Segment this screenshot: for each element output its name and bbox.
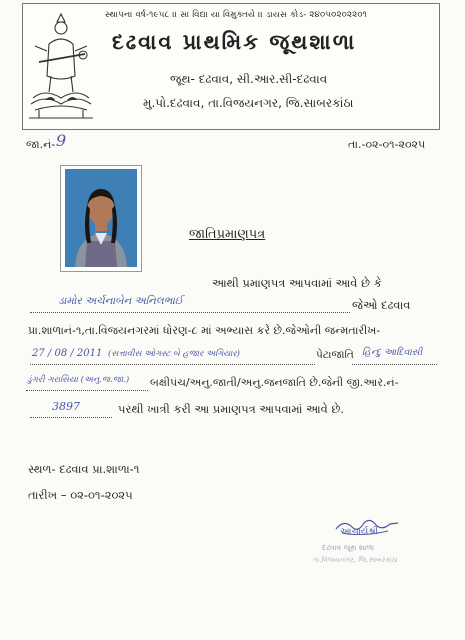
subcaste-label: પેટાજાતિ — [316, 349, 354, 361]
student-photo — [65, 169, 137, 267]
student-name: ડામોર અર્ચનાબેન અનિલભાઈ — [58, 295, 183, 307]
dob-in-words: (સત્તાવીસ ઓગસ્ટ બે હજાર અગિયાર) — [108, 349, 240, 359]
stamp-title: આચાર્યશ્રી — [340, 527, 379, 537]
subcaste: હિન્દુ આદિવાસી — [362, 347, 423, 358]
outward-number: 9 — [56, 131, 67, 150]
stamp-address: તા.વિજયનગર, જિ.સાબરકાંઠા — [313, 556, 398, 564]
letter-date: તા.-૦૨-૦૧-૨૦૨૫ — [348, 138, 426, 151]
address-line: મુ.પો.દઢવાવ, તા.વિજયનગર, જિ.સાબરકાંઠા — [143, 96, 354, 110]
certificate-title: જાતિપ્રમાણપત્ર — [189, 227, 266, 242]
stamp-school: દઢવાવ જૂથ શાળા — [322, 543, 375, 552]
outward-number-label: જા.નં- — [26, 138, 56, 151]
foundation-motto-dise-line: સ્થાપના વર્ષ-૧૯૫૮ ।। સા વિદ્યા યા વિમુક્તયે ।। ડાયસ કોડ- ૨૪૦૫૦૨૦૨૨૦૧ — [105, 10, 368, 20]
gr-number: 3897 — [52, 400, 80, 413]
saraswati-logo-icon — [25, 6, 97, 122]
line2-suffix: જેઓ દઢવાવ — [352, 298, 411, 312]
cluster-line: જૂથ- દઢવાવ, સી.આર.સી-દઢવાવ — [170, 72, 328, 86]
school-name: દઢવાવ પ્રાથમિક જૂથશાળા — [112, 30, 357, 54]
certificate-opening-line: આથી પ્રમાણપત્ર આપવામાં આવે છે કે — [212, 276, 382, 290]
verification-line: પરથી ખાત્રી કરી આ પ્રમાણપત્ર આપવામાં આવે છે. — [118, 402, 345, 416]
category-handwritten: ડુંગરી ગરાસિયા (અનુ.જ.જા.) — [27, 375, 130, 385]
category-line: બક્ષીપંચ/અનુ.જાતી/અનુ.જનજાતિ છે.જેની જી.આર.નં- — [150, 376, 399, 389]
issue-date: તારીખ – ૦૨-૦૧-૨૦૨૫ — [28, 488, 133, 502]
student-photo-frame — [60, 165, 142, 272]
date-of-birth: 27 / 08 / 2011 — [32, 348, 103, 359]
enrollment-line: પ્રા.શાળાનં-૧,તા.વિજયનગરમાં ધોરણ-૮ માં અભ્યાસ કરે છે.જેઓની જન્મતારીખ- — [28, 324, 381, 337]
place: સ્થળ- દઢવાવ પ્રા.શાળા-૧ — [28, 462, 140, 476]
